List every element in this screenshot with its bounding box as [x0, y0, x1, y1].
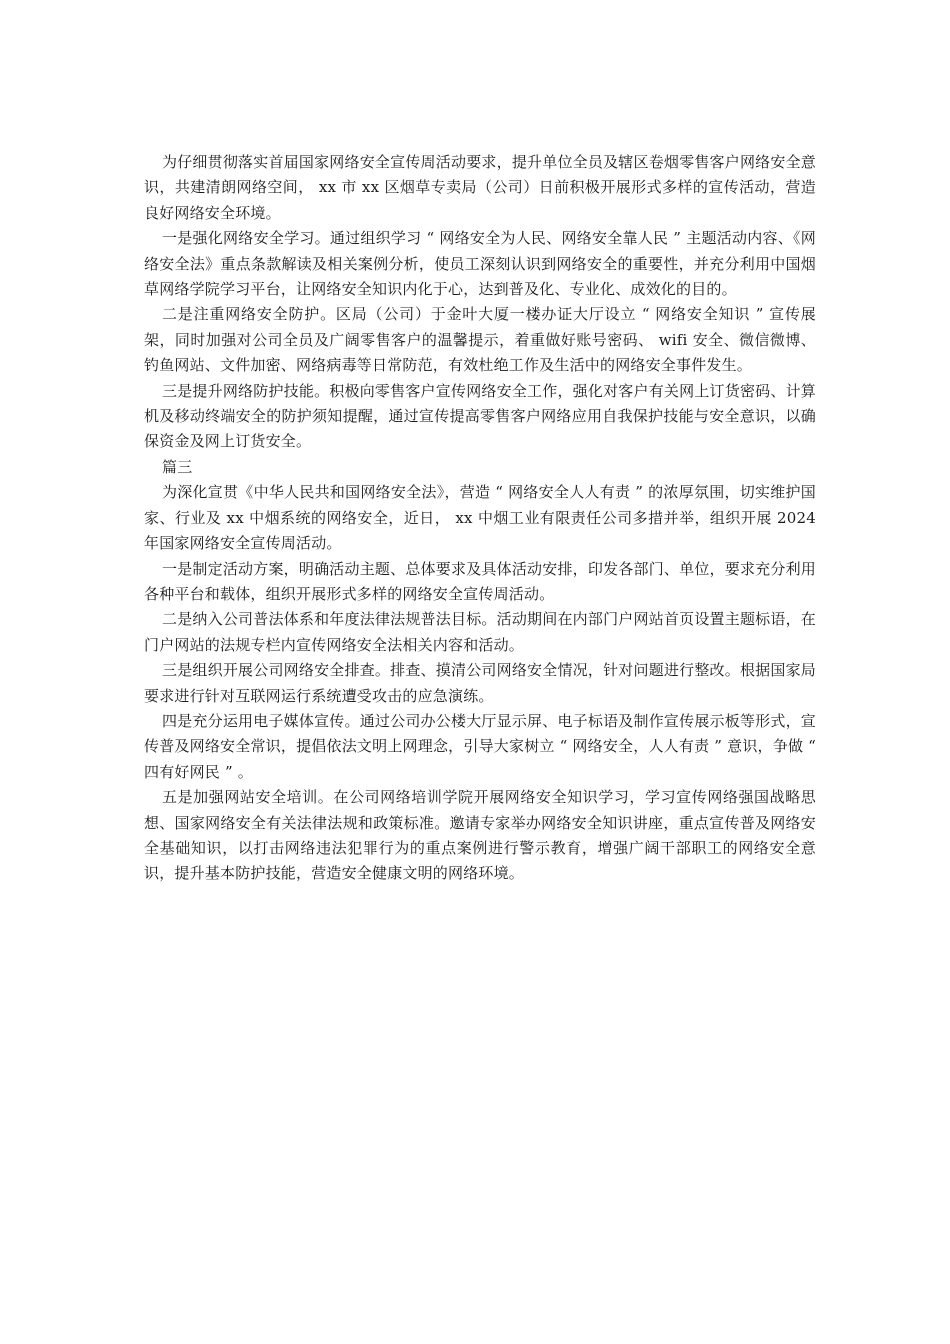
paragraph-section-point-1: 一是制定活动方案，明确活动主题、总体要求及具体活动安排，印发各部门、单位，要求充分利用各种平台和载体，组织开展形式多样的网络安全宣传周活动。 [144, 559, 816, 603]
document-body [144, 150, 816, 887]
paragraph-point-1: 一是强化网络安全学习。通过组织学习 “ 网络安全为人民、网络安全靠人民 ” 主题活动内容、《网络安全法》重点条款解读及相关案例分析，使员工深刻认识到网络安全的重要性，并充分利用中国烟草网络学院学习平台，让网络安全知识内化于心，达到普及化、专业化、成效化的目的。 [144, 229, 816, 299]
paragraph-intro: 为仔细贯彻落实首届国家网络安全宣传周活动要求，提升单位全员及辖区卷烟零售客户网络安全意识，共建清朗网络空间， xx 市 xx 区烟草专卖局（公司）日前积极开展形式多样的宣传活动，营造良好网络安全环境。 [144, 153, 816, 222]
section-heading: 篇三 [162, 457, 193, 476]
paragraph-point-3: 三是提升网络防护技能。积极向零售客户宣传网络安全工作，强化对客户有关网上订货密码、计算机及移动终端安全的防护须知提醒，通过宣传提高零售客户网络应用自我保护技能与安全意识，以确保资金及网上订货安全。 [144, 381, 816, 451]
paragraph-section-point-4: 四是充分运用电子媒体宣传。通过公司办公楼大厅显示屏、电子标语及制作宣传展示板等形式，宣传普及网络安全常识，提倡依法文明上网理念，引导大家树立 “ 网络安全，人人有责 ” 意识，争做 “ 四有好网民 ” 。 [144, 711, 816, 781]
paragraph-section-point-3: 三是组织开展公司网络安全排查。排查、摸清公司网络安全情况，针对问题进行整改。根据国家局要求进行针对互联网运行系统遭受攻击的应急演练。 [144, 661, 816, 705]
paragraph-section-intro: 为深化宣贯《中华人民共和国网络安全法》，营造 “ 网络安全人人有责 ” 的浓厚氛围，切实维护国家、行业及 xx 中烟系统的网络安全，近日， xx 中烟工业有限责任公司多措并举，组织开展 2024 年国家网络安全宣传周活动。 [144, 483, 816, 553]
paragraph-section-point-2: 二是纳入公司普法体系和年度法律法规普法目标。活动期间在内部门户网站首页设置主题标语，在门户网站的法规专栏内宣传网络安全法相关内容和活动。 [144, 610, 816, 654]
paragraph-section-point-5: 五是加强网站安全培训。在公司网络培训学院开展网络安全知识学习，学习宣传网络强国战略思想、国家网络安全有关法律法规和政策标准。邀请专家举办网络安全知识讲座，重点宣传普及网络安全基础知识，以打击网络违法犯罪行为的重点案例进行警示教育，增强广阔干部职工的网络安全意识，提升基本防护技能，营造安全健康文明的网络环境。 [144, 788, 816, 883]
paragraph-point-2: 二是注重网络安全防护。区局（公司）于金叶大厦一楼办证大厅设立 “ 网络安全知识 ” 宣传展架，同时加强对公司全员及广阔零售客户的温馨提示，着重做好账号密码、 wifi 安全、微信微博、钓鱼网站、文件加密、网络病毒等日常防范，有效杜绝工作及生活中的网络安全事件发生。 [144, 305, 816, 375]
